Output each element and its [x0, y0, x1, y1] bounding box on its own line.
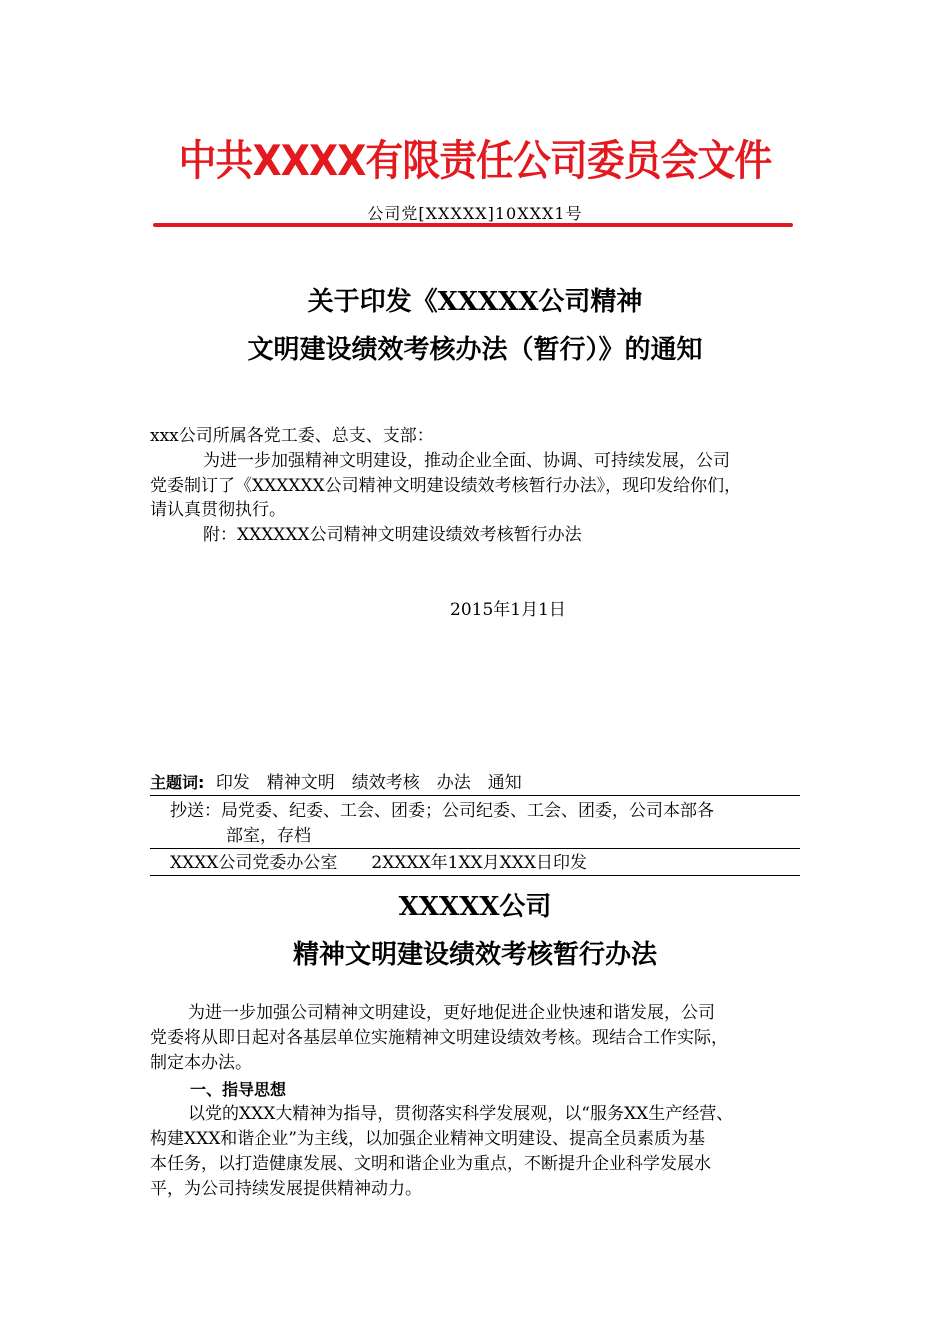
section-1-line-3: 本任务，以打造健康发展、文明和谐企业为重点，不断提升企业科学发展水 [150, 1154, 711, 1174]
keywords-label: 主题词: [150, 773, 205, 792]
notice-paragraph-line-1: 为进一步加强精神文明建设，推动企业全面、协调、可持续发展，公司 [203, 451, 730, 471]
notice-title-line-1: 关于印发《XXXXX公司精神 [307, 287, 643, 317]
document-number: 公司党[XXXXX]10XXX1号 [367, 204, 583, 223]
keywords-text: 印发 精神文明 绩效考核 办法 通知 [215, 773, 522, 793]
document-header-title: 中共XXXX有限责任公司委员会文件 [178, 136, 772, 185]
section-1-line-4: 平，为公司持续发展提供精神动力。 [150, 1179, 422, 1199]
section-1-title: 一、指导思想 [190, 1080, 287, 1099]
attachment-intro-line-1: 为进一步加强公司精神文明建设，更好地促进企业快速和谐发展，公司 [188, 1003, 715, 1023]
attachment-intro-line-3: 制定本办法。 [150, 1053, 252, 1073]
red-separator-line [153, 223, 793, 227]
keywords-row [150, 770, 522, 796]
section-1-line-1: 以党的XXX大精神为指导，贯彻落实科学发展观，以“服务XX生产经营、 [188, 1104, 734, 1124]
notice-paragraph-line-2: 党委制订了《XXXXXX公司精神文明建设绩效考核暂行办法》，现印发给你们， [150, 476, 742, 496]
notice-date: 2015年1月1日 [450, 600, 566, 620]
footer-rule-bottom [150, 875, 800, 876]
cc-line-1: 抄送：局党委、纪委、工会、团委；公司纪委、工会、团委，公司本部各 [170, 801, 714, 821]
issuer-line: XXXX公司党委办公室 2XXXX年1XX月XXX日印发 [170, 853, 587, 873]
attachment-title-line-2: 精神文明建设绩效考核暂行办法 [292, 940, 657, 970]
notice-attachment: 附：XXXXXX公司精神文明建设绩效考核暂行办法 [203, 525, 582, 545]
notice-title-line-2: 文明建设绩效考核办法（暂行）》的通知 [247, 335, 703, 365]
attachment-intro-line-2: 党委将从即日起对各基层单位实施精神文明建设绩效考核。现结合工作实际， [150, 1028, 728, 1048]
attachment-title-line-1: XXXXX公司 [398, 892, 552, 922]
section-1-line-2: 构建XXX和谐企业”为主线，以加强企业精神文明建设、提高全员素质为基 [150, 1129, 705, 1149]
footer-rule-middle [150, 848, 800, 849]
notice-addressee: xxx公司所属各党工委、总支、支部： [150, 426, 434, 446]
notice-paragraph-line-3: 请认真贯彻执行。 [150, 500, 286, 520]
cc-line-2: 部室，存档 [226, 826, 311, 846]
footer-rule-top [150, 795, 800, 796]
